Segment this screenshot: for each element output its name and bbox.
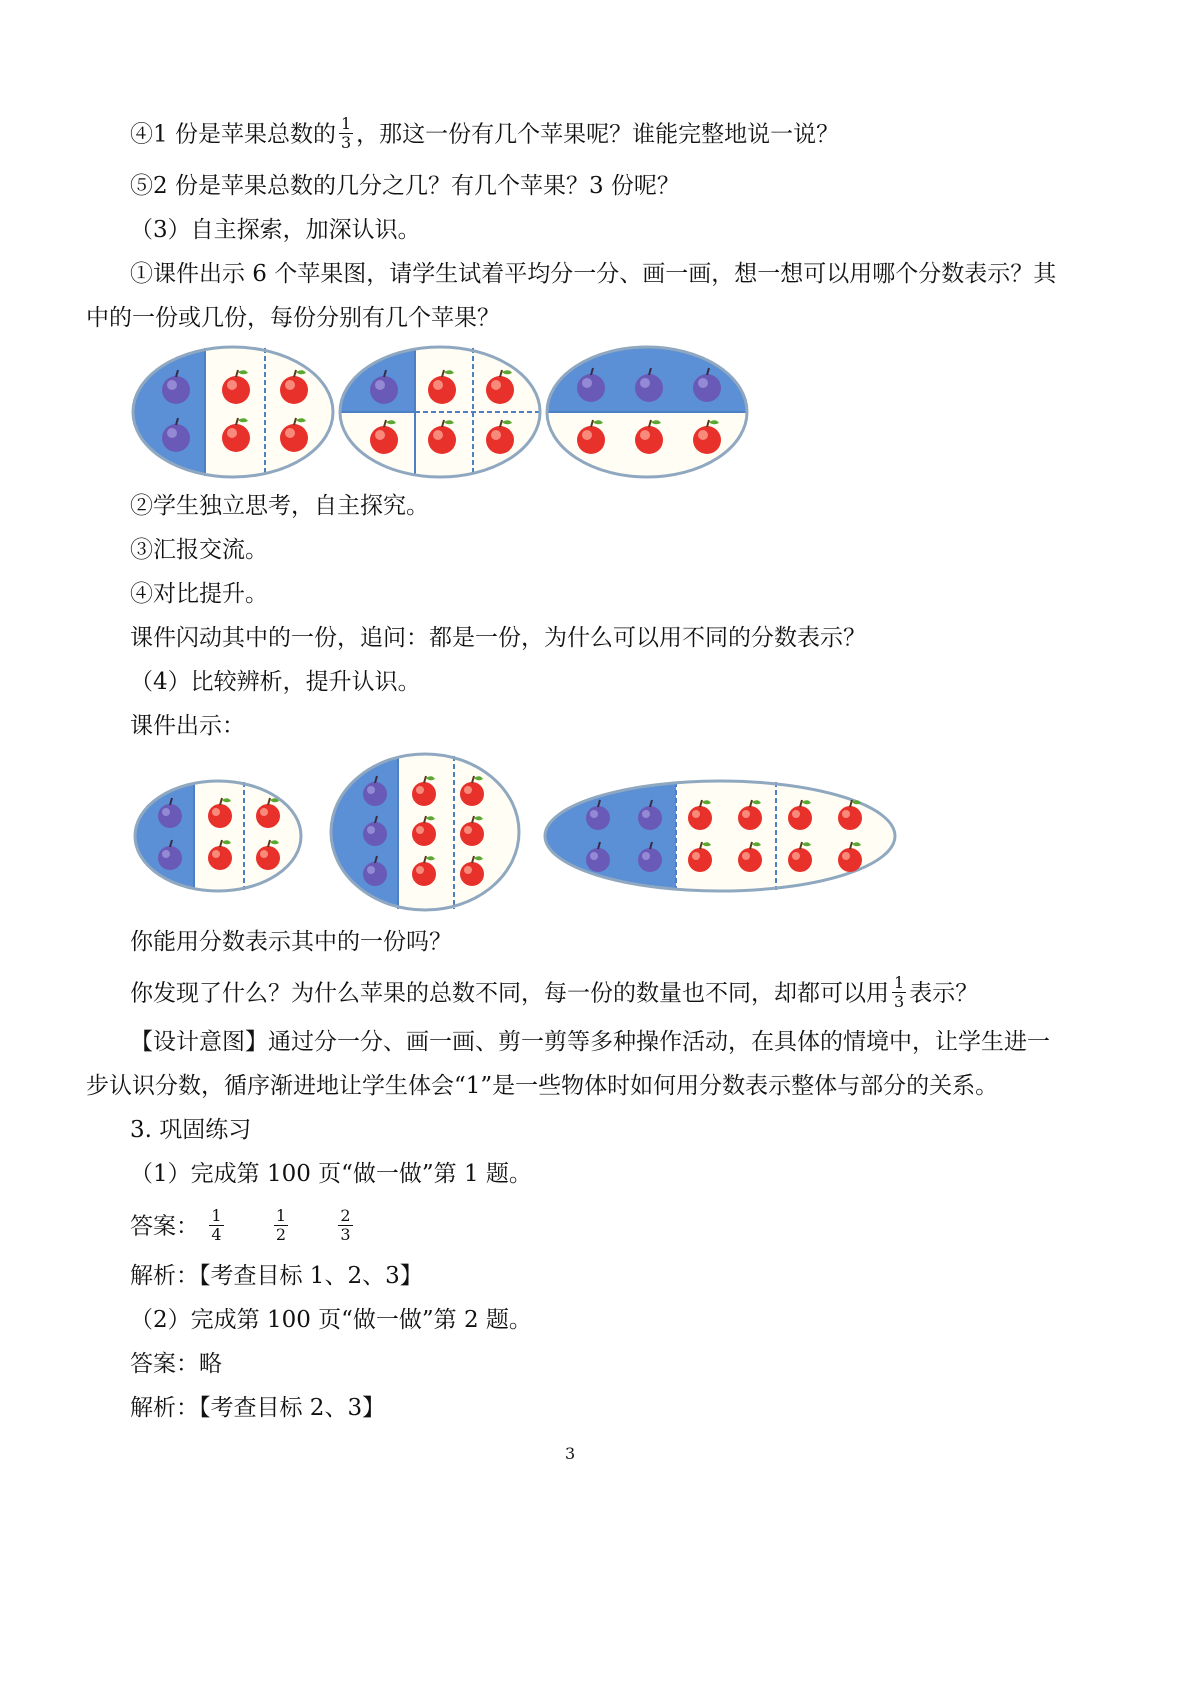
text-line-4b: 中的一份或几份，每份分别有几个苹果？	[86, 305, 500, 331]
oval-small	[130, 752, 301, 914]
answer-fraction-2: $\frac{1}{2}$	[275, 1206, 286, 1244]
section-heading: 3. 巩固练习	[130, 1117, 252, 1143]
oval-3	[543, 342, 753, 477]
text-line-3: （3）自主探索，加深认识。	[130, 217, 421, 243]
text-line-5: ②学生独立思考，自主探究。	[130, 493, 429, 519]
analysis-line-1: 解析：【考查目标 1、2、3】	[130, 1263, 423, 1289]
oval-tall	[320, 752, 519, 914]
text-line-1: ④1 份是苹果总数的 $\frac{1}{3}$ ，那这一份有几个苹果呢？谁能完整地说一说？	[130, 114, 840, 152]
text-line-7: ④对比提升。	[130, 581, 268, 607]
answer-fraction-3: $\frac{2}{3}$	[340, 1206, 351, 1244]
oval-1	[128, 342, 333, 480]
answer-line-2: 答案：略	[130, 1351, 222, 1377]
text-line-6: ③汇报交流。	[130, 537, 268, 563]
page-number: 3	[565, 1444, 576, 1463]
analysis-line-2: 解析：【考查目标 2、3】	[130, 1395, 386, 1421]
text-line-12: 你发现了什么？为什么苹果的总数不同，每一份的数量也不同，却都可以用 $\frac{1}{3}$ 表示？	[130, 973, 979, 1011]
apple-division-figure-2	[130, 752, 910, 914]
answer-fraction-1: $\frac{1}{4}$	[211, 1206, 222, 1244]
oval-wide	[540, 752, 895, 914]
apple-division-figure-1	[128, 342, 758, 480]
text-line-11: 你能用分数表示其中的一份吗？	[130, 929, 452, 955]
text-line-18: （2）完成第 100 页“做一做”第 2 题。	[130, 1307, 532, 1333]
fraction: $\frac{1}{3}$	[340, 114, 352, 152]
text-line-15: （1）完成第 100 页“做一做”第 1 题。	[130, 1161, 532, 1187]
text-line-13b: 步认识分数，循序渐进地让学生体会“1”是一些物体时如何用分数表示整体与部分的关系。	[86, 1073, 999, 1099]
text-line-13a: 【设计意图】通过分一分、画一画、剪一剪等多种操作活动，在具体的情境中，让学生进一	[130, 1029, 1050, 1055]
text-line-8: 课件闪动其中的一份，追问：都是一份，为什么可以用不同的分数表示？	[130, 625, 866, 651]
oval-2	[333, 342, 540, 477]
text-line-4a: ①课件出示 6 个苹果图，请学生试着平均分一分、画一画，想一想可以用哪个分数表示？其	[130, 261, 1057, 287]
answer-line-1: 答案： $\frac{1}{4}$ $\frac{1}{2}$ $\frac{2}{3}$	[130, 1206, 351, 1244]
text-line-2: ⑤2 份是苹果总数的几分之几？有几个苹果？3 份呢？	[130, 173, 680, 199]
fraction: $\frac{1}{3}$	[894, 973, 905, 1011]
text-line-10: 课件出示：	[130, 713, 245, 739]
text-line-9: （4）比较辨析，提升认识。	[130, 669, 421, 695]
